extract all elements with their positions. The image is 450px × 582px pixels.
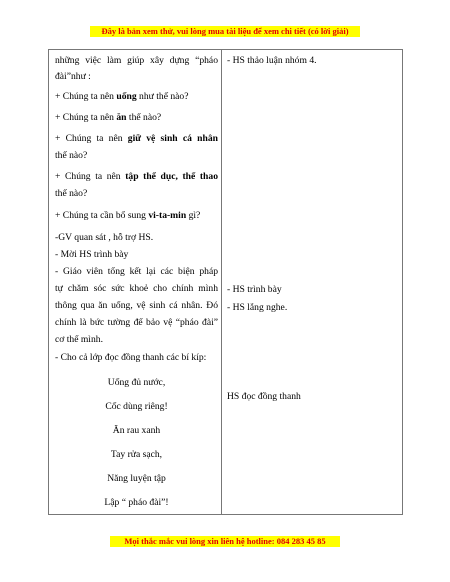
poem-line: Uống đủ nước, <box>107 377 166 388</box>
question-hygiene: + Chúng ta nên giữ vệ sinh cá nhân <box>55 133 218 144</box>
text-line: những việc làm giúp xây dựng “pháo <box>55 55 218 66</box>
text-line: tự chăm sóc sức khoẻ cho chính mình <box>55 283 218 294</box>
text-line: chính là bức tường để bảo vệ “pháo đài” <box>55 317 218 328</box>
text-line: - HS trình bày <box>227 284 282 295</box>
column-divider <box>221 50 222 514</box>
preview-banner: Đây là bản xem thử, vui lòng mua tài liệu để xem chi tiết (có lời giải) <box>90 26 360 37</box>
text-line: - HS lắng nghe. <box>227 302 288 313</box>
text-line: - HS thảo luận nhóm 4. <box>227 55 317 66</box>
poem-line: Ăn rau xanh <box>112 425 161 436</box>
lesson-table <box>48 49 403 515</box>
poem-line: Tay rửa sạch, <box>110 449 163 460</box>
text-line: -GV quan sát , hỗ trợ HS. <box>55 232 154 243</box>
text-line: thông qua ăn uống, vệ sinh cá nhân. Đó <box>55 300 218 311</box>
hotline-banner: Mọi thắc mắc vui lòng xin liên hệ hotline: 084 283 45 85 <box>110 536 340 547</box>
question-eating: + Chúng ta nên ăn thế nào? <box>55 112 162 123</box>
question-drinking: + Chúng ta nên uống như thế nào? <box>55 91 189 102</box>
text-line: - Mời HS trình bày <box>55 249 129 260</box>
question-exercise: + Chúng ta nên tập thể dục, thể thao <box>55 171 218 182</box>
question-vitamin: + Chúng ta cần bổ sung vi-ta-min gì? <box>55 210 201 221</box>
poem-line: Lập “ pháo đài”! <box>104 497 169 508</box>
question-hygiene-cont: thế nào? <box>55 150 88 161</box>
poem-line: Năng luyện tập <box>107 473 166 484</box>
question-exercise-cont: thế nào? <box>55 188 88 199</box>
poem-line: Cốc dùng riêng! <box>105 401 168 412</box>
text-line: - Cho cả lớp đọc đồng thanh các bí kíp: <box>55 352 207 363</box>
text-line: cơ thể mình. <box>55 334 103 345</box>
text-line: đài”như : <box>55 71 91 82</box>
text-line: HS đọc đồng thanh <box>227 391 301 402</box>
text-line: - Giáo viên tổng kết lại các biện pháp <box>55 266 218 277</box>
